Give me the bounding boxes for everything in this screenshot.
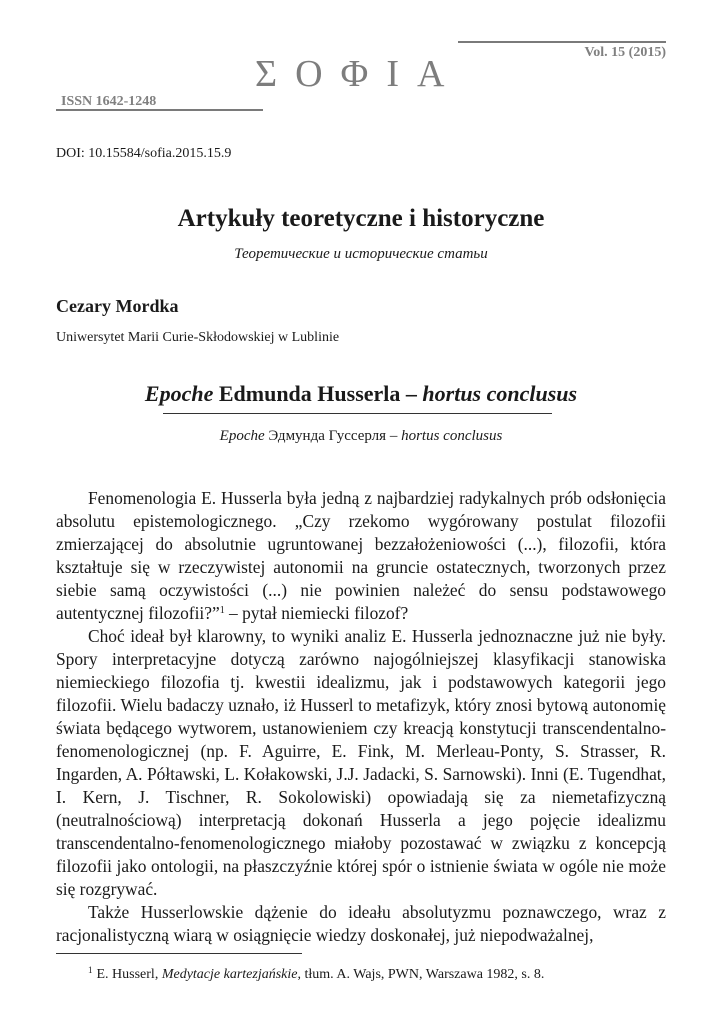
journal-logo: ΣΟΦΙΑ [255, 53, 463, 95]
header-rule-left [56, 109, 263, 111]
article-subtitle-italic-2: hortus conclusus [401, 428, 503, 444]
author-affiliation: Uniwersytet Marii Curie-Skłodowskiej w Lublinie [56, 330, 340, 345]
doi-line: DOI: 10.15584/sofia.2015.15.9 [56, 146, 232, 161]
article-body [56, 487, 666, 947]
article-title-italic-2: hortus conclusus [422, 381, 578, 406]
article-title-italic-1: Epoche [144, 381, 214, 406]
section-subtitle: Теоретические и исторические статьи [234, 246, 488, 262]
footnote-number: 1 [88, 965, 93, 975]
issn-label: ISSN 1642-1248 [61, 94, 157, 109]
article-subtitle-italic-1: Epoche [219, 428, 265, 444]
footnote-rule [56, 953, 302, 954]
section-title: Artykuły teoretyczne i historyczne [177, 205, 545, 232]
author-name: Cezary Mordka [56, 296, 179, 316]
paragraph-2: Choć ideał był klarowny, to wyniki analiz E. Husserla jednoznaczne już nie były. Spory interpretacyjne dotyczą zarówno najogólniejszej klasyfikacji stanowiska niemieckiego filozofia tj. kwestii idealizmu, jak i podstawowych kategorii jego filozofii. Wielu badaczy uznało, iż Husserl to metafizyk, który znosi bytową autonomię świata będącego wytworem, ustanowieniem czy kreacją konstytucji transcendentalno-fenomenologicznej (np. F. Aguirre, E. Fink, M. Merleau-Ponty, S. Strasser, R. Ingarden, A. Półtawski, L. Kołakowski, J.J. Jadacki, S. Sarnowski). Inni (E. Tugendhat, I. Kern, J. Tischner, R. Sokolowiski) opowiadają się za niemetafizyczną (neutralnościową) interpretacją dokonań Husserla a jego pojęcie idealizmu transcendentalno-fenomenologicznego miałoby pozostawać w związku z koncepcją filozofii jako ontologii, na płaszczyźnie której spór o istnienie świata w ogóle nie może się rozgrywać. [56, 626, 666, 899]
title-rule [163, 413, 552, 414]
paragraph-3: Także Husserlowskie dążenie do ideału absolutyzmu poznawczego, wraz z racjonalistyczną wiarą w osiągnięcie wiedzy doskonałej, już niepodważalnej, [56, 902, 666, 945]
paragraph-1-text: Fenomenologia E. Husserla była jedną z najbardziej radykalnych prób odsłonięcia absolutu epistemologicznego. „Czy rzekomo wygórowany postulat filozofii zmierzającej do absolutnie ugruntowanej bezzałożeniowości (...), filozofii, która kształtuje się w rzeczywistej autonomii na gruncie ostatecznych, tworzonych przez siebie samą oczywistości (...) nie powinien należeć do sensu podstawowego autentycznej filozofii?” [56, 488, 666, 623]
paragraph-1 [56, 487, 666, 625]
footnote [88, 967, 544, 983]
article-subtitle-middle: Эдмунда Гуссерля – [264, 428, 402, 444]
header-rule-right [458, 41, 666, 43]
paragraph-1-tail: – pytał niemiecki filozof? [224, 603, 409, 623]
footnote-text-tail: , tłum. A. Wajs, PWN, Warszawa 1982, s. 8. [297, 967, 545, 982]
article-title [0, 381, 722, 407]
article-title-middle: Edmunda Husserla – [213, 381, 423, 406]
footnote-reference[interactable]: 1 [219, 605, 225, 616]
footnote-text: E. Husserl, [96, 967, 162, 982]
article-subtitle [0, 428, 722, 445]
footnote-book-title: Medytacje kartezjańskie [161, 967, 298, 982]
volume-label: Vol. 15 (2015) [584, 45, 666, 60]
